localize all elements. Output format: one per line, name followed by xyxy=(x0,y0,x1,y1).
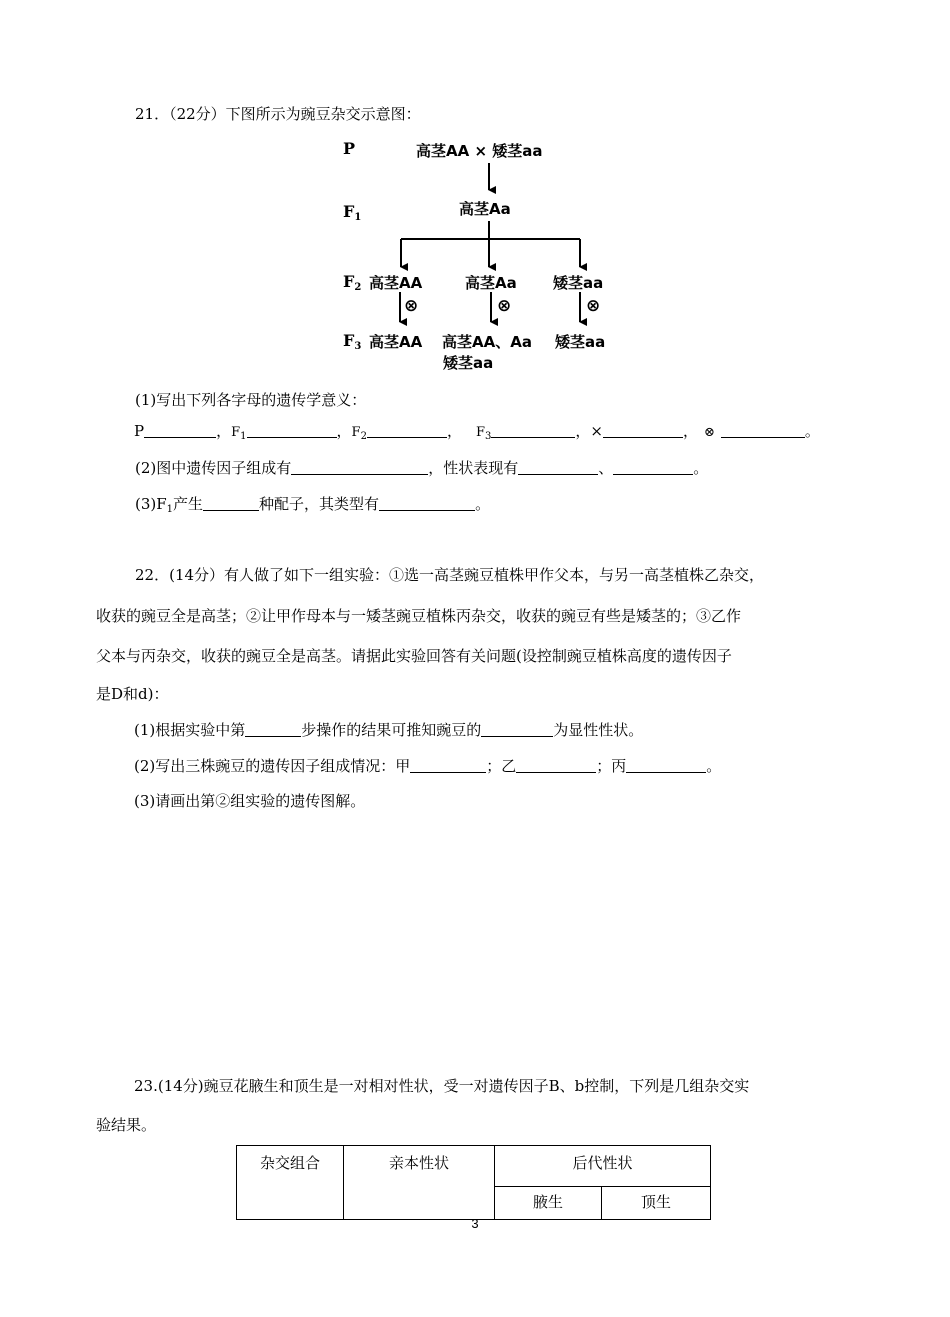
q22-line4: 是D和d)： xyxy=(96,685,169,703)
answer-blank[interactable] xyxy=(603,421,683,438)
answer-blank[interactable] xyxy=(721,421,805,438)
selfing-icon: ⊗ xyxy=(497,296,512,316)
answer-blank[interactable] xyxy=(491,421,575,438)
header-terminal: 顶生 xyxy=(602,1187,711,1220)
answer-blank[interactable] xyxy=(410,756,486,773)
header-cross-combination: 杂交组合 xyxy=(237,1146,344,1220)
q21-sub3: $(3)F_1$产生 种配子，其类型有 。 xyxy=(135,495,491,515)
f3-right: 矮茎aa xyxy=(555,333,606,351)
gen-label-p: P xyxy=(343,139,356,158)
results-table xyxy=(236,1145,711,1220)
f1-genotype: 高茎Aa xyxy=(459,200,511,218)
q21-header: 21．（22分）下图所示为豌豆杂交示意图： xyxy=(135,105,421,123)
gen-label-f1: $F_1$ xyxy=(343,202,362,223)
answer-blank[interactable] xyxy=(291,458,428,475)
f3-mid-line2: 矮茎aa xyxy=(443,354,494,372)
answer-blank[interactable] xyxy=(367,421,447,438)
q22-sub2: (2)写出三株豌豆的遗传因子组成情况：甲 ；乙 ；丙 。 xyxy=(134,757,722,775)
q21-sub1: (1)写出下列各字母的遗传学意义： xyxy=(135,391,367,409)
gen-label-f3: $F_3$ xyxy=(343,331,362,352)
answer-blank[interactable] xyxy=(481,720,553,737)
parent-cross: 高茎AA × 矮茎aa xyxy=(416,142,543,160)
diagram-arrows xyxy=(0,0,950,400)
q21-sub2: (2)图中遗传因子组成有 ，性状表现有 、 。 xyxy=(135,459,709,477)
f3-left: 高茎AA xyxy=(369,333,423,351)
page-number: 3 xyxy=(471,1216,479,1231)
f2-item-aa-short: 矮茎aa xyxy=(553,274,604,292)
f2-item-aa-tall: 高茎AA xyxy=(369,274,423,292)
answer-blank[interactable] xyxy=(613,458,693,475)
gen-label-f2: $F_2$ xyxy=(343,272,362,293)
selfing-icon: ⊗ xyxy=(404,296,419,316)
q22-line2: 收获的豌豆全是高茎；②让甲作母本与一矮茎豌豆植株丙杂交，收获的豌豆有些是矮茎的；③乙作 xyxy=(96,607,742,625)
q23-line2: 验结果。 xyxy=(96,1116,157,1134)
header-axillary: 腋生 xyxy=(495,1187,602,1220)
answer-blank[interactable] xyxy=(626,756,706,773)
answer-blank[interactable] xyxy=(379,494,475,511)
header-offspring-traits: 后代性状 xyxy=(495,1146,711,1187)
f2-item-aa-het: 高茎Aa xyxy=(465,274,517,292)
answer-blank[interactable] xyxy=(144,421,216,438)
answer-blank[interactable] xyxy=(203,494,259,511)
answer-blank[interactable] xyxy=(247,421,337,438)
q22-sub1: (1)根据实验中第 步操作的结果可推知豌豆的 为显性性状。 xyxy=(134,721,644,739)
q21-sub1-blanks: P ，$F_1$ ，$F_2$ ， $F_3$ ，× ， ⊗ 。 xyxy=(134,422,820,442)
header-parent-traits: 亲本性状 xyxy=(344,1146,495,1220)
q23-line1: 23.(14分)豌豆花腋生和顶生是一对相对性状，受一对遗传因子B、b控制，下列是几组杂交实 xyxy=(134,1077,750,1095)
q22-line1: 22．(14分）有人做了如下一组实验：①选一高茎豌豆植株甲作父本，与另一高茎植株乙杂交， xyxy=(135,566,765,584)
answer-blank[interactable] xyxy=(518,458,598,475)
f3-mid-line1: 高茎AA、Aa xyxy=(442,333,532,351)
answer-blank[interactable] xyxy=(245,720,301,737)
q22-sub3: (3)请画出第②组实验的遗传图解。 xyxy=(134,792,366,810)
q22-line3: 父本与丙杂交，收获的豌豆全是高茎。请据此实验回答有关问题(设控制豌豆植株高度的遗传因子 xyxy=(96,647,732,665)
selfing-icon: ⊗ xyxy=(586,296,601,316)
answer-blank[interactable] xyxy=(516,756,596,773)
